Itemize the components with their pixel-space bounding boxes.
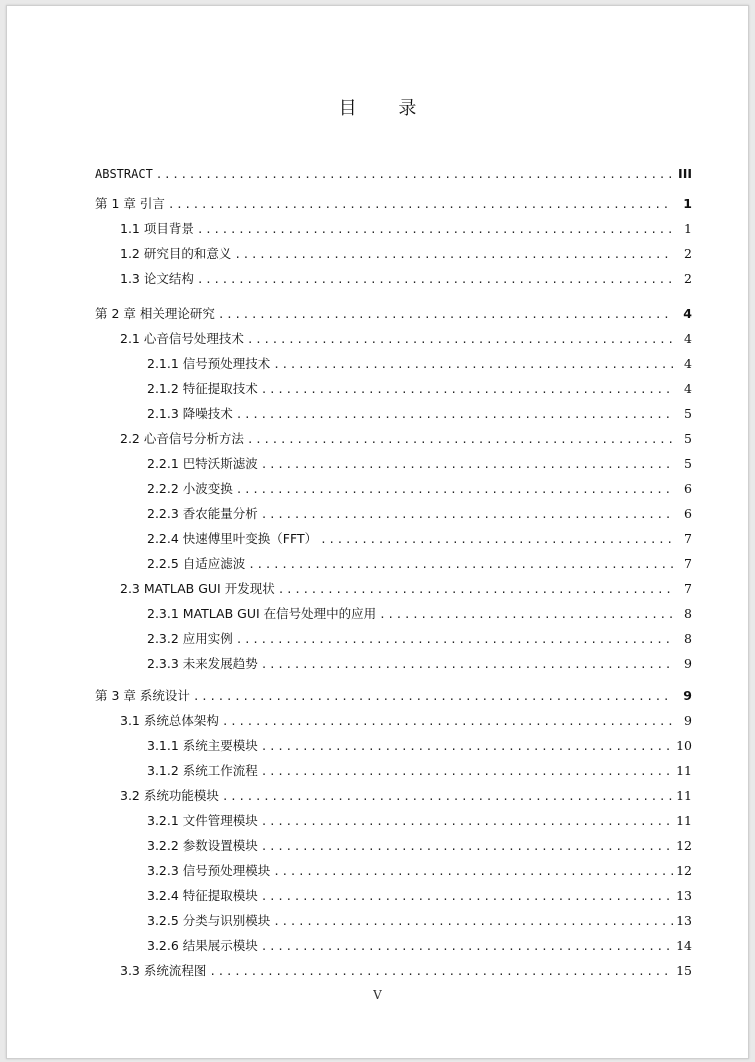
toc-entry[interactable] [95, 579, 692, 599]
toc-entry-page-number: 14 [676, 938, 692, 953]
toc-entry-page-number: 9 [684, 713, 692, 728]
toc-entry-label: 3.2.4 特征提取模块 [147, 888, 258, 903]
toc-entry-label: 3.1.2 系统工作流程 [147, 763, 258, 778]
toc-entry[interactable] [95, 329, 692, 349]
toc-entry-page-number: 4 [684, 381, 692, 396]
toc-entry-page-number: 8 [684, 631, 692, 646]
toc-entry-label: 2.1.1 信号预处理技术 [147, 356, 271, 371]
toc-entry-page-number: III [678, 166, 692, 181]
toc-entry-page-number: 12 [676, 863, 692, 878]
dot-leader [261, 837, 673, 857]
dot-leader [261, 762, 673, 782]
toc-entry-label: 2.2.5 自适应滤波 [147, 556, 246, 571]
dot-leader [247, 430, 673, 450]
toc-entry-page-number: 13 [676, 913, 692, 928]
toc-entry-label: 2.2.2 小波变换 [147, 481, 233, 496]
dot-leader [247, 330, 673, 350]
toc-entry[interactable] [95, 686, 692, 706]
toc-entry[interactable] [95, 244, 692, 264]
toc-entry-label: 3.2.2 参数设置模块 [147, 838, 258, 853]
toc-entry-label: ABSTRACT [95, 167, 153, 181]
dot-leader [273, 862, 673, 882]
toc-entry-page-number: 9 [684, 656, 692, 671]
toc-entry-page-number: 4 [683, 306, 692, 321]
dot-leader [222, 787, 673, 807]
toc-entry[interactable] [95, 961, 692, 981]
toc-entry-label: 2.1 心音信号处理技术 [120, 331, 244, 346]
toc-entry[interactable] [95, 761, 692, 781]
toc-entry-label: 2.2.1 巴特沃斯滤波 [147, 456, 258, 471]
page-number-footer: V [373, 988, 382, 1002]
toc-entry[interactable] [95, 936, 692, 956]
dot-leader [234, 245, 673, 265]
toc-entry-page-number: 7 [684, 581, 692, 596]
toc-entry[interactable] [95, 429, 692, 449]
dot-leader [248, 555, 673, 575]
toc-entry[interactable] [95, 711, 692, 731]
dot-leader [261, 380, 673, 400]
dot-leader [320, 530, 673, 550]
toc-entry-label: 2.2.3 香农能量分析 [147, 506, 258, 521]
toc-entry[interactable] [95, 504, 692, 524]
toc-entry-page-number: 1 [684, 221, 692, 236]
toc-entry[interactable] [95, 554, 692, 574]
toc-entry-page-number: 6 [684, 481, 692, 496]
toc-entry[interactable] [95, 379, 692, 399]
toc-entry-page-number: 11 [676, 813, 692, 828]
toc-entry-page-number: 7 [684, 531, 692, 546]
toc-entry-label: 3.2.6 结果展示模块 [147, 938, 258, 953]
toc-entry[interactable] [95, 194, 692, 214]
toc-entry-label: 第 2 章 相关理论研究 [95, 306, 215, 321]
toc-entry-label: 第 1 章 引言 [95, 196, 165, 211]
toc-entry-label: 2.1.2 特征提取技术 [147, 381, 258, 396]
toc-entry-label: 2.3.1 MATLAB GUI 在信号处理中的应用 [147, 606, 377, 621]
toc-entry-page-number: 10 [676, 738, 692, 753]
toc-entry-label: 3.2.5 分类与识别模块 [147, 913, 271, 928]
toc-entry[interactable] [95, 654, 692, 674]
toc-entry-page-number: 1 [683, 196, 692, 211]
toc-entry[interactable] [95, 219, 692, 239]
toc-entry-page-number: 5 [684, 456, 692, 471]
dot-leader [236, 405, 673, 425]
toc-entry-page-number: 11 [676, 763, 692, 778]
toc-entry[interactable] [95, 861, 692, 881]
dot-leader [236, 480, 673, 500]
dot-leader [197, 270, 673, 290]
toc-entry-label: 2.3 MATLAB GUI 开发现状 [120, 581, 275, 596]
dot-leader [236, 630, 673, 650]
toc-entry-page-number: 5 [684, 431, 692, 446]
toc-entry-label: 1.3 论文结构 [120, 271, 194, 286]
toc-entry-page-number: 5 [684, 406, 692, 421]
toc-entry-page-number: 2 [684, 246, 692, 261]
dot-leader [156, 165, 673, 185]
toc-entry-label: 2.1.3 降噪技术 [147, 406, 233, 421]
toc-entry-page-number: 7 [684, 556, 692, 571]
toc-entry-page-number: 6 [684, 506, 692, 521]
toc-entry-label: 1.2 研究目的和意义 [120, 246, 232, 261]
toc-entry-label: 3.2.1 文件管理模块 [147, 813, 258, 828]
toc-entry[interactable] [95, 269, 692, 289]
dot-leader [261, 655, 673, 675]
toc-entry-page-number: 2 [684, 271, 692, 286]
document-page [6, 5, 749, 1059]
dot-leader [261, 937, 673, 957]
dot-leader [261, 737, 673, 757]
toc-title: 目 录 [338, 98, 435, 119]
toc-entry-label: 1.1 项目背景 [120, 221, 194, 236]
toc-entry-page-number: 13 [676, 888, 692, 903]
dot-leader [197, 220, 673, 240]
dot-leader [278, 580, 673, 600]
dot-leader [209, 962, 673, 982]
dot-leader [218, 305, 673, 325]
toc-entry-page-number: 15 [676, 963, 692, 978]
toc-entry-label: 2.3.2 应用实例 [147, 631, 233, 646]
toc-entry[interactable] [95, 811, 692, 831]
toc-entry[interactable] [95, 479, 692, 499]
toc-entry-label: 2.3.3 未来发展趋势 [147, 656, 258, 671]
toc-entry-page-number: 4 [684, 331, 692, 346]
dot-leader [261, 455, 673, 475]
toc-entry[interactable] [95, 164, 692, 184]
toc-entry-page-number: 8 [684, 606, 692, 621]
toc-entry[interactable] [95, 629, 692, 649]
dot-leader [273, 355, 673, 375]
toc-entry-page-number: 4 [684, 356, 692, 371]
toc-entry-page-number: 9 [683, 688, 692, 703]
toc-entry[interactable] [95, 454, 692, 474]
toc-entry-label: 2.2 心音信号分析方法 [120, 431, 244, 446]
toc-entry-page-number: 11 [676, 788, 692, 803]
toc-entry-label: 2.2.4 快速傅里叶变换（FFT） [147, 531, 318, 546]
dot-leader [261, 887, 673, 907]
toc-entry-label: 3.2.3 信号预处理模块 [147, 863, 271, 878]
toc-entry[interactable] [95, 604, 692, 624]
dot-leader [261, 505, 673, 525]
toc-entry[interactable] [95, 529, 692, 549]
dot-leader [222, 712, 673, 732]
toc-entry-page-number: 12 [676, 838, 692, 853]
toc-entry-label: 3.1 系统总体架构 [120, 713, 219, 728]
dot-leader [168, 195, 673, 215]
toc-entry[interactable] [95, 886, 692, 906]
toc-entry[interactable] [95, 354, 692, 374]
toc-entry[interactable] [95, 304, 692, 324]
toc-entry-label: 3.3 系统流程图 [120, 963, 207, 978]
dot-leader [261, 812, 673, 832]
dot-leader [193, 687, 673, 707]
dot-leader [379, 605, 673, 625]
dot-leader [273, 912, 673, 932]
toc-entry[interactable] [95, 736, 692, 756]
toc-entry[interactable] [95, 836, 692, 856]
toc-entry[interactable] [95, 911, 692, 931]
toc-entry-label: 第 3 章 系统设计 [95, 688, 190, 703]
toc-entry[interactable] [95, 786, 692, 806]
toc-entry-label: 3.2 系统功能模块 [120, 788, 219, 803]
toc-entry-label: 3.1.1 系统主要模块 [147, 738, 258, 753]
toc-entry[interactable] [95, 404, 692, 424]
